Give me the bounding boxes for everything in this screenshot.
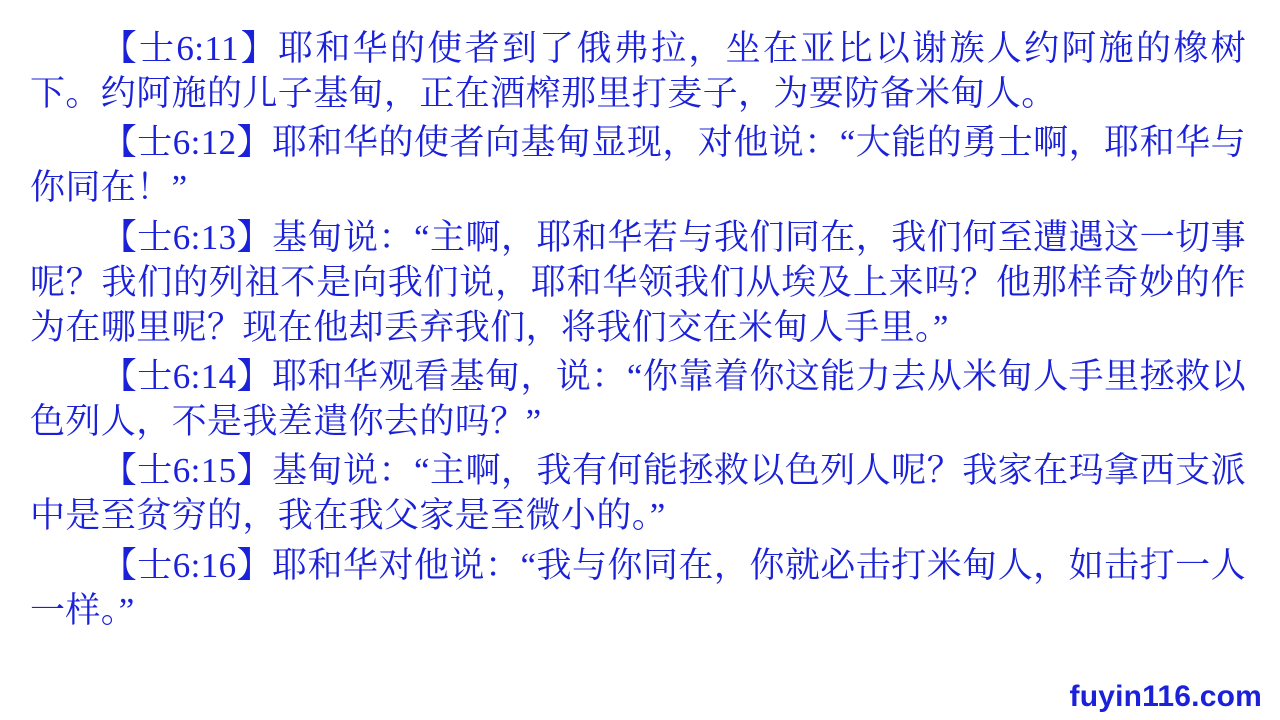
verse-paragraph: [30, 26, 1246, 116]
verse-text: 耶和华的使者向基甸显现，对他说：“大能的勇士啊，耶和华与你同在！”: [30, 123, 1246, 208]
verse-reference: 【士6:15】: [101, 451, 273, 491]
verse-text: 耶和华观看基甸，说：“你靠着你这能力去从米甸人手里拯救以色列人，不是我差遣你去的吗？”: [30, 356, 1246, 442]
verse-paragraph: [30, 354, 1246, 444]
verse-reference: 【士6:12】: [101, 123, 273, 163]
verse-paragraph: [30, 448, 1246, 538]
site-watermark: fuyin116.com: [1069, 680, 1262, 713]
verse-reference: 【士6:13】: [101, 217, 273, 257]
verse-paragraph: [30, 120, 1246, 210]
verse-text: 基甸说：“主啊，耶和华若与我们同在，我们何至遭遇这一切事呢？我们的列祖不是向我们说，耶和华领我们从埃及上来吗？他那样奇妙的作为在哪里呢？现在他却丢弃我们，将我们交在米甸人手里。”: [30, 217, 1246, 347]
verse-reference: 【士6:11】: [101, 29, 279, 68]
verse-reference: 【士6:16】: [101, 545, 273, 585]
verse-text: 耶和华对他说：“我与你同在，你就必击打米甸人，如击打一人一样。”: [30, 545, 1246, 630]
verse-reference: 【士6:14】: [101, 356, 273, 396]
verse-text: 基甸说：“主啊，我有何能拯救以色列人呢？我家在玛拿西支派中是至贫穷的，我在我父家是至微小的。”: [30, 451, 1246, 536]
verse-paragraph: [30, 215, 1246, 350]
verse-paragraph: [30, 543, 1246, 633]
verse-text: 耶和华的使者到了俄弗拉，坐在亚比以谢族人约阿施的橡树下。约阿施的儿子基甸，正在酒榨那里打麦子，为要防备米甸人。: [30, 29, 1246, 114]
